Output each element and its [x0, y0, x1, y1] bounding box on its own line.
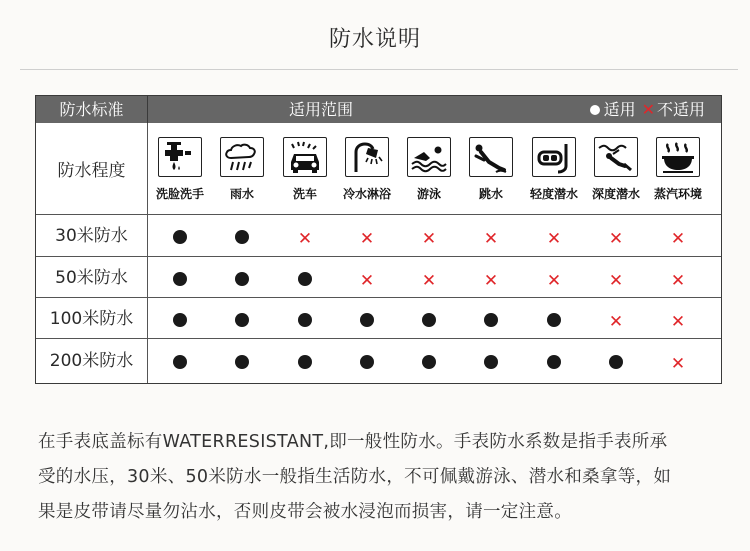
suitable-dot-icon: [149, 271, 211, 285]
unsuitable-cross-icon: ✕: [546, 229, 562, 249]
rating-label: 200米防水: [49, 351, 134, 371]
unsuitable-cross-icon: ✕: [359, 270, 375, 291]
activity-label: 洗脸洗手: [155, 187, 204, 201]
legend-yes-label: 适用: [603, 100, 636, 119]
suitable-dot-icon: [523, 354, 585, 368]
activity-label: 冷水淋浴: [342, 187, 391, 201]
unsuitable-cross-icon: ✕: [483, 229, 499, 249]
page-title: 防水说明: [328, 27, 421, 52]
row-divider: [36, 214, 721, 215]
suitable-dot-icon: [211, 312, 273, 326]
unsuitable-cross-icon: ✕: [483, 270, 499, 291]
rating-label: 100米防水: [49, 308, 134, 329]
rating-label: 30米防水: [55, 226, 128, 246]
unsuitable-cross-icon: ✕: [421, 270, 437, 291]
activity-label: 轻度潜水: [529, 187, 578, 201]
note-line: 受的水压，30米、50米防水一般指生活防水，不可佩戴游泳、潜水和桑拿等，如: [38, 467, 672, 487]
suitable-dot-icon: [398, 312, 460, 326]
suitable-dot-icon: [460, 354, 522, 368]
suitable-dot-icon: [523, 312, 585, 326]
header-scope: 适用范围: [288, 100, 353, 119]
activity-label: 游泳: [416, 187, 441, 201]
degree-label: 防水程度: [57, 161, 126, 181]
rating-label: 50米防水: [55, 267, 128, 288]
legend: [590, 96, 705, 123]
swimmer-icon: [407, 137, 451, 177]
unsuitable-cross-icon: ✕: [670, 354, 686, 374]
unsuitable-cross-icon: ✕: [608, 229, 624, 249]
suitable-dot-icon: [398, 354, 460, 368]
activity-label: 雨水: [229, 187, 254, 201]
car-wash-icon: [283, 137, 327, 177]
shower-icon: [345, 137, 389, 177]
waterproof-table: [35, 95, 722, 384]
unsuitable-cross-icon: ✕: [608, 270, 624, 291]
unsuitable-cross-icon: ✕: [421, 229, 437, 249]
suitable-dot-icon: [211, 271, 273, 285]
unsuitable-cross-icon: ✕: [297, 229, 313, 249]
unsuitable-cross-icon: ✕: [670, 270, 686, 291]
unsuitable-cross-icon: ✕: [670, 311, 686, 332]
suitable-dot-icon: [336, 312, 398, 326]
suitable-dot-icon: [149, 229, 211, 243]
unsuitable-cross-icon: ✕: [546, 270, 562, 291]
activity-label: 蒸汽环境: [653, 187, 702, 201]
suitable-dot-icon: [274, 312, 336, 326]
activity-label: 洗车: [292, 187, 317, 201]
row-divider: [36, 256, 721, 257]
column-divider: [147, 123, 148, 383]
suitable-dot-icon: [274, 271, 336, 285]
suitable-dot-icon: [211, 229, 273, 243]
scuba-diver-icon: [594, 137, 638, 177]
suitable-dot-icon: [336, 354, 398, 368]
legend-dot-icon: [590, 105, 600, 115]
legend-cross-icon: ✕: [641, 100, 655, 119]
note-line: 在手表底盖标有WATERRESISTANT,即一般性防水。手表防水系数是指手表所承: [38, 432, 668, 452]
header-standard: 防水标准: [36, 96, 148, 123]
suitable-dot-icon: [211, 354, 273, 368]
activity-label: 跳水: [478, 187, 503, 201]
suitable-dot-icon: [460, 312, 522, 326]
suitable-dot-icon: [149, 354, 211, 368]
note-line: 果是皮带请尽量勿沾水，否则皮带会被水浸泡而损害，请一定注意。: [38, 502, 572, 522]
legend-no-label: 不适用: [656, 100, 705, 119]
suitable-dot-icon: [585, 354, 647, 368]
diver-icon: [469, 137, 513, 177]
waterproof-note: [38, 425, 718, 530]
row-divider: [36, 338, 721, 339]
rain-cloud-icon: [220, 137, 264, 177]
table-header: [36, 96, 721, 123]
title-divider: [20, 69, 738, 70]
suitable-dot-icon: [274, 354, 336, 368]
unsuitable-cross-icon: ✕: [359, 229, 375, 249]
unsuitable-cross-icon: ✕: [608, 311, 624, 332]
unsuitable-cross-icon: ✕: [670, 229, 686, 249]
snorkel-mask-icon: [532, 137, 576, 177]
faucet-icon: [158, 137, 202, 177]
steam-icon: [656, 137, 700, 177]
suitable-dot-icon: [149, 312, 211, 326]
activity-label: 深度潜水: [591, 187, 640, 201]
row-divider: [36, 297, 721, 298]
